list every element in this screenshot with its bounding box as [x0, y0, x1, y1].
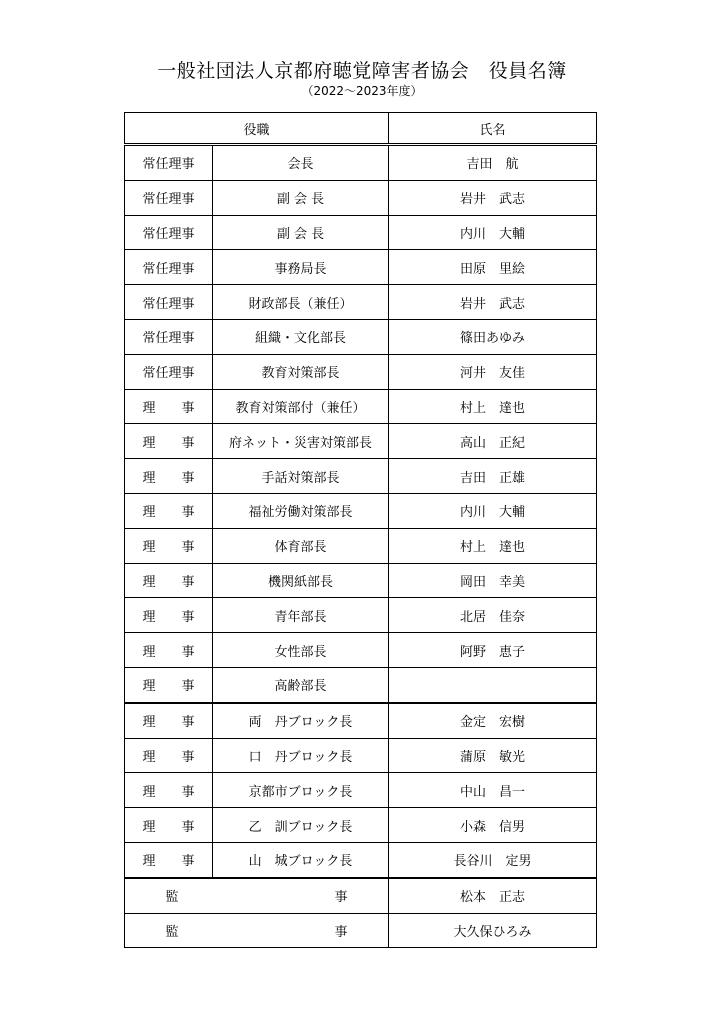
auditor-row: [125, 913, 597, 948]
role-cell: 教育対策部長: [213, 354, 389, 389]
table-row: [125, 354, 597, 389]
name-cell: 阿野 恵子: [389, 633, 597, 668]
table-row: [125, 773, 597, 808]
name-cell: 金定 宏樹: [389, 703, 597, 738]
table-row: [125, 285, 597, 320]
auditor-name-cell: 大久保ひろみ: [389, 913, 597, 948]
rank-cell: 理 事: [125, 667, 213, 702]
role-cell: 口 丹ブロック長: [213, 738, 389, 773]
role-cell: 両 丹ブロック長: [213, 703, 389, 738]
auditor-name-cell: 松本 正志: [389, 878, 597, 913]
name-cell: 内川 大輔: [389, 215, 597, 250]
table-row: [125, 563, 597, 598]
table-row: [125, 633, 597, 668]
role-cell: 会長: [213, 145, 389, 181]
rank-cell: 理 事: [125, 493, 213, 528]
role-cell: 女性部長: [213, 633, 389, 668]
role-cell: 福祉労働対策部長: [213, 493, 389, 528]
role-cell: 京都市ブロック長: [213, 773, 389, 808]
name-cell: 内川 大輔: [389, 493, 597, 528]
role-cell: 高齢部長: [213, 667, 389, 702]
table-row: [125, 703, 597, 738]
table-row: [125, 319, 597, 354]
rank-cell: 理 事: [125, 563, 213, 598]
role-cell: 機関紙部長: [213, 563, 389, 598]
rank-cell: 常任理事: [125, 180, 213, 215]
table-header-row: [125, 113, 597, 145]
rank-cell: 常任理事: [125, 215, 213, 250]
rank-cell: 常任理事: [125, 354, 213, 389]
role-cell: 財政部長（兼任）: [213, 285, 389, 320]
rank-cell: 理 事: [125, 424, 213, 459]
name-cell: 村上 達也: [389, 528, 597, 563]
name-cell: 高山 正紀: [389, 424, 597, 459]
table-row: [125, 528, 597, 563]
role-cell: 府ネット・災害対策部長: [213, 424, 389, 459]
table-row: [125, 180, 597, 215]
name-cell: 中山 昌一: [389, 773, 597, 808]
role-cell: 組織・文化部長: [213, 319, 389, 354]
rank-cell: 常任理事: [125, 319, 213, 354]
rank-cell: 理 事: [125, 598, 213, 633]
rank-cell: 理 事: [125, 842, 213, 877]
table-row: [125, 389, 597, 424]
role-cell: 副 会 長: [213, 180, 389, 215]
rank-cell: 理 事: [125, 459, 213, 494]
name-cell: 河井 友佳: [389, 354, 597, 389]
name-cell: 蒲原 敏光: [389, 738, 597, 773]
name-cell: 岩井 武志: [389, 180, 597, 215]
rank-cell: 理 事: [125, 389, 213, 424]
name-cell: 岡田 幸美: [389, 563, 597, 598]
rank-cell: 理 事: [125, 528, 213, 563]
role-cell: 手話対策部長: [213, 459, 389, 494]
header-name: 氏名: [389, 113, 597, 145]
auditor-row: [125, 878, 597, 913]
table-row: [125, 667, 597, 702]
document-subtitle: （2022～2023年度）: [301, 84, 423, 98]
table-row: [125, 215, 597, 250]
name-cell: 岩井 武志: [389, 285, 597, 320]
table-row: [125, 738, 597, 773]
name-cell: 篠田あゆみ: [389, 319, 597, 354]
rank-cell: 常任理事: [125, 145, 213, 181]
name-cell: 北居 佳奈: [389, 598, 597, 633]
name-cell: 田原 里絵: [389, 250, 597, 285]
table-row: [125, 145, 597, 181]
rank-cell: 理 事: [125, 703, 213, 738]
table-row: [125, 459, 597, 494]
role-cell: 教育対策部付（兼任）: [213, 389, 389, 424]
rank-cell: 理 事: [125, 633, 213, 668]
table-row: [125, 808, 597, 843]
name-cell: 村上 達也: [389, 389, 597, 424]
document-title: 一般社団法人京都府聴覚障害者協会 役員名簿: [157, 60, 567, 82]
auditor-label-cell: 監 事: [125, 878, 389, 913]
rank-cell: 常任理事: [125, 285, 213, 320]
table-row: [125, 250, 597, 285]
role-cell: 事務局長: [213, 250, 389, 285]
table-row: [125, 598, 597, 633]
auditor-label-cell: 監 事: [125, 913, 389, 948]
name-cell: 長谷川 定男: [389, 842, 597, 877]
rank-cell: 理 事: [125, 773, 213, 808]
rank-cell: 常任理事: [125, 250, 213, 285]
role-cell: 体育部長: [213, 528, 389, 563]
role-cell: 青年部長: [213, 598, 389, 633]
officer-roster-table: [124, 112, 597, 948]
table-row: [125, 424, 597, 459]
name-cell: [389, 667, 597, 702]
rank-cell: 理 事: [125, 808, 213, 843]
table-row: [125, 493, 597, 528]
name-cell: 吉田 正雄: [389, 459, 597, 494]
name-cell: 吉田 航: [389, 145, 597, 181]
role-cell: 山 城ブロック長: [213, 842, 389, 877]
role-cell: 副 会 長: [213, 215, 389, 250]
role-cell: 乙 訓ブロック長: [213, 808, 389, 843]
header-position: 役職: [125, 113, 389, 145]
name-cell: 小森 信男: [389, 808, 597, 843]
table-row: [125, 842, 597, 877]
rank-cell: 理 事: [125, 738, 213, 773]
